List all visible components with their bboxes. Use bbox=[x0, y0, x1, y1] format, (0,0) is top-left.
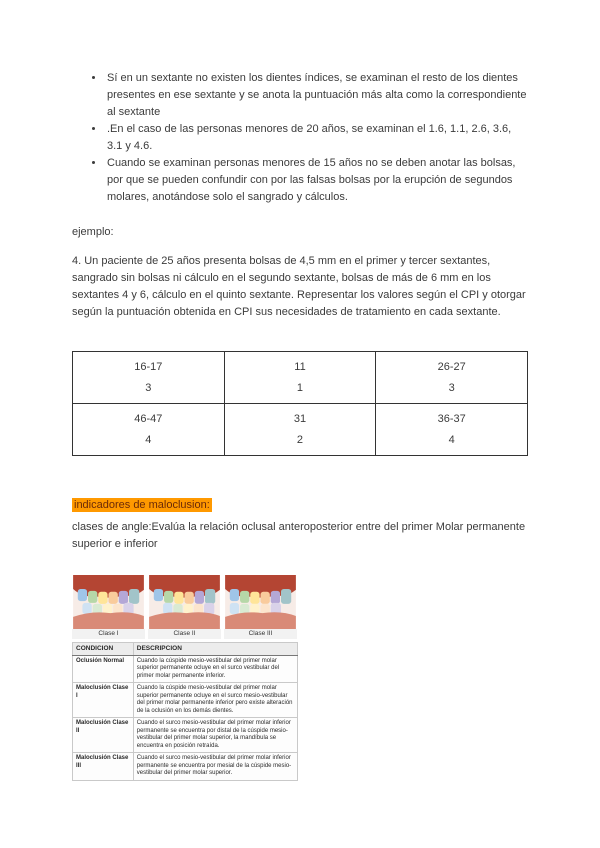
sextant-cell bbox=[73, 404, 225, 456]
sextant-code: 16-17 bbox=[134, 361, 163, 373]
sextant-code: 11 bbox=[294, 361, 306, 373]
angle-description: clases de angle:Evalúa la relación oclusal anteroposterior entre del primer Molar permanente superior e inferior bbox=[72, 521, 526, 550]
sextant-value: 4 bbox=[448, 434, 455, 446]
occlusion-class-2-image bbox=[148, 575, 221, 629]
table-row bbox=[73, 753, 298, 781]
sextant-code: 36-37 bbox=[437, 413, 466, 425]
bullet-list bbox=[72, 70, 528, 206]
section-heading: indicadores de maloclusion: bbox=[74, 499, 210, 511]
description-cell: Cuando el surco mesio-vestibular del primer molar inferior permanente se encuentra por distal de la cúspide mesio-vestibular del primer molar superior, la mandíbula se encuentra en posición retraída. bbox=[133, 718, 297, 753]
sextant-value: 2 bbox=[296, 434, 304, 446]
occlusion-class-3-image bbox=[224, 575, 297, 629]
table-row bbox=[73, 683, 298, 718]
description-cell: Cuando el surco mesio-vestibular del primer molar inferior permanente se encuentra por mesial de la cúspide mesio-vestibular del primer molar superior. bbox=[133, 753, 297, 781]
occlusion-class-1-image bbox=[72, 575, 145, 629]
sextant-code: 46-47 bbox=[134, 413, 163, 425]
cpi-sextant-table bbox=[72, 351, 528, 456]
occlusion-class-3-label: Clase III bbox=[224, 629, 297, 639]
section-heading-line bbox=[72, 498, 528, 513]
malocclusion-description-table bbox=[72, 642, 298, 781]
occlusion-class-1-label: Clase I bbox=[72, 629, 145, 639]
sextant-code: 31 bbox=[293, 413, 307, 425]
condition-cell: Oclusión Normal bbox=[73, 655, 134, 683]
desc-table-header-condition: CONDICION bbox=[73, 643, 134, 656]
sextant-value: 4 bbox=[145, 434, 152, 446]
sextant-code: 26-27 bbox=[437, 361, 466, 373]
condition-cell: Maloclusión Clase I bbox=[73, 683, 134, 718]
sextant-cell bbox=[224, 352, 376, 404]
description-cell: Cuando la cúspide mesio-vestibular del primer molar superior permanente ocluye en el surco vestibular del primer molar permanente inferior. bbox=[133, 655, 297, 683]
desc-table-header-row bbox=[73, 643, 298, 656]
sextant-row-lower bbox=[73, 404, 528, 456]
table-row bbox=[73, 718, 298, 753]
sextant-cell bbox=[224, 404, 376, 456]
condition-cell: Maloclusión Clase III bbox=[73, 753, 134, 781]
sextant-row-upper bbox=[73, 352, 528, 404]
occlusion-panel-class-3 bbox=[224, 575, 297, 639]
sextant-value: 3 bbox=[448, 382, 455, 394]
table-row bbox=[73, 655, 298, 683]
bullet-item: • Sí en un sextante no existen los dientes índices, se examinan el resto de los dientes presentes en ese sextante y se anota la puntuación más alta como la correspondiente al sextante bbox=[105, 70, 528, 121]
bullet-item: • .En el caso de las personas menores de 20 años, se examinan el 1.6, 1.1, 2.6, 3.6, 3.1 y 4.6. bbox=[105, 121, 528, 155]
occlusion-panel-class-2 bbox=[148, 575, 221, 639]
bullet-item: • Cuando se examinan personas menores de 15 años no se deben anotar las bolsas, por que se pueden confundir con por las falsas bolsas por la erupción de segundos molares, anotándose solo el sangrado y cálculos. bbox=[105, 155, 528, 206]
condition-cell: Maloclusión Clase II bbox=[73, 718, 134, 753]
sextant-value: 3 bbox=[145, 382, 152, 394]
malocclusion-figure bbox=[72, 575, 298, 781]
sextant-value: 1 bbox=[296, 382, 304, 394]
description-cell: Cuando la cúspide mesio-vestibular del primer molar superior permanente ocluye en el surco mesio-vestibular del primer molar permanente inferior pero existe alteración de la oclusión en los demás dientes. bbox=[133, 683, 297, 718]
problem-paragraph: 4. Un paciente de 25 años presenta bolsas de 4,5 mm en el primer y tercer sextantes, sangrado sin bolsas ni cálculo en el segundo sextante, bolsas de más de 6 mm en los sextantes 4 y 6, cálculo en el quinto sextante. Representar los valores según el CPI y otorgar según la puntuación obtenida en CPI sus necesidades de tratamiento en cada sextante. bbox=[72, 255, 526, 318]
sextant-cell bbox=[376, 404, 528, 456]
occlusion-panel-class-1 bbox=[72, 575, 145, 639]
sextant-cell bbox=[73, 352, 225, 404]
sextant-cell bbox=[376, 352, 528, 404]
occlusion-panels bbox=[72, 575, 298, 639]
occlusion-class-2-label: Clase II bbox=[148, 629, 221, 639]
ejemplo-label: ejemplo: bbox=[72, 226, 114, 238]
desc-table-header-description: DESCRIPCION bbox=[133, 643, 297, 656]
